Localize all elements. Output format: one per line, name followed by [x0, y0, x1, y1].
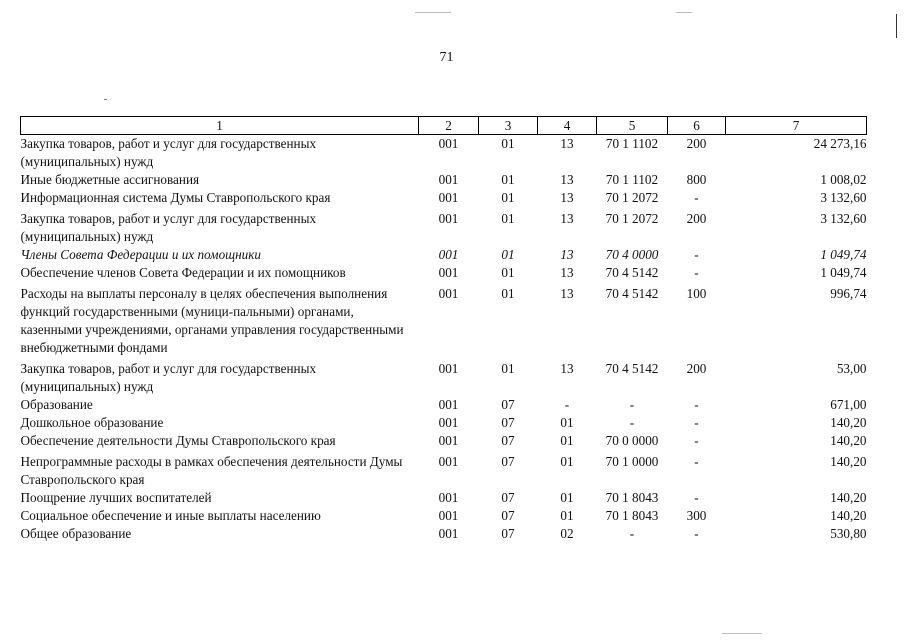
row-col4-cell: 02 — [560, 526, 574, 541]
row-name-cell: Закупка товаров, работ и услуг для государственных (муниципальных) нужд — [20, 136, 317, 169]
row-col6-cell: 200 — [686, 136, 707, 151]
row-col4-cell: 01 — [560, 433, 574, 448]
row-name-cell: Расходы на выплаты персоналу в целях обеспечения выполнения функций государственными (муници-пальными) органами, казенными учреждениями, органами управления государственными внебюджетными фондами — [20, 286, 404, 355]
column-header: 2 — [419, 117, 479, 135]
row-col2-cell: 001 — [438, 211, 459, 226]
row-col5-cell: 70 4 5142 — [605, 361, 659, 376]
row-col5-cell: 70 4 0000 — [605, 247, 659, 262]
row-col4-cell: 13 — [560, 265, 574, 280]
row-col4-cell: 01 — [560, 454, 574, 469]
row-col3-cell: 01 — [501, 172, 515, 187]
row-col5-cell: 70 1 2072 — [605, 190, 659, 205]
row-col2-cell: 001 — [438, 190, 459, 205]
row-col3-cell: 07 — [501, 454, 515, 469]
column-header: 1 — [21, 117, 419, 135]
row-col3-cell: 01 — [501, 361, 515, 376]
table-row — [21, 357, 867, 396]
row-amount-cell: 1 008,02 — [820, 172, 867, 187]
row-name-cell: Закупка товаров, работ и услуг для государственных (муниципальных) нужд — [20, 361, 317, 394]
row-amount-cell: 53,00 — [836, 361, 867, 376]
row-col3-cell: 07 — [501, 508, 515, 523]
row-amount-cell: 1 049,74 — [820, 247, 867, 262]
row-col4-cell: 13 — [560, 286, 574, 301]
row-name-cell: Иные бюджетные ассигнования — [20, 172, 200, 187]
table-row — [21, 507, 867, 525]
row-col2-cell: 001 — [438, 508, 459, 523]
row-col2-cell: 001 — [438, 490, 459, 505]
row-name-cell: Обеспечение членов Совета Федерации и их помощников — [20, 265, 346, 280]
row-amount-cell: 140,20 — [830, 433, 867, 448]
row-col4-cell: 01 — [560, 415, 574, 430]
row-col2-cell: 001 — [438, 361, 459, 376]
row-col3-cell: 01 — [501, 211, 515, 226]
row-col6-cell: 200 — [686, 211, 707, 226]
row-col5-cell: 70 1 1102 — [605, 136, 659, 151]
row-col6-cell: 800 — [686, 172, 707, 187]
row-col6-cell: - — [694, 397, 699, 412]
table-row — [21, 432, 867, 450]
row-col6-cell: - — [694, 526, 699, 541]
scan-artifact — [676, 12, 692, 13]
row-col6-cell: - — [694, 490, 699, 505]
table-row — [21, 396, 867, 414]
column-header: 3 — [479, 117, 538, 135]
row-col2-cell: 001 — [438, 172, 459, 187]
row-col6-cell: - — [694, 415, 699, 430]
row-col5-cell: 70 1 8043 — [605, 508, 659, 523]
column-header: 7 — [726, 117, 867, 135]
row-col3-cell: 01 — [501, 286, 515, 301]
row-amount-cell: 671,00 — [830, 397, 867, 412]
table-row — [21, 450, 867, 489]
table-row — [21, 171, 867, 189]
row-col6-cell: - — [694, 265, 699, 280]
row-col3-cell: 01 — [501, 190, 515, 205]
row-col2-cell: 001 — [438, 454, 459, 469]
row-col3-cell: 07 — [501, 397, 515, 412]
column-header: 4 — [538, 117, 597, 135]
row-name-cell: Информационная система Думы Ставропольского края — [20, 190, 331, 205]
row-col4-cell: 01 — [560, 490, 574, 505]
row-amount-cell: 140,20 — [830, 490, 867, 505]
budget-table — [20, 116, 867, 543]
table-row — [21, 264, 867, 282]
row-amount-cell: 140,20 — [830, 454, 867, 469]
row-col4-cell: 13 — [560, 190, 574, 205]
table-row — [21, 189, 867, 207]
row-col2-cell: 001 — [438, 265, 459, 280]
table-row — [21, 135, 867, 172]
row-col5-cell: 70 4 5142 — [605, 286, 659, 301]
row-col2-cell: 001 — [438, 286, 459, 301]
row-col5-cell: 70 4 5142 — [605, 265, 659, 280]
row-col3-cell: 07 — [501, 433, 515, 448]
row-col5-cell: 70 1 1102 — [605, 172, 659, 187]
row-col2-cell: 001 — [438, 247, 459, 262]
row-col4-cell: 13 — [560, 211, 574, 226]
row-col6-cell: 300 — [686, 508, 707, 523]
row-name-cell: Непрограммные расходы в рамках обеспечения деятельности Думы Ставропольского края — [20, 454, 403, 487]
row-col3-cell: 01 — [501, 265, 515, 280]
table-row — [21, 525, 867, 543]
row-name-cell: Закупка товаров, работ и услуг для государственных (муниципальных) нужд — [20, 211, 317, 244]
row-col6-cell: 200 — [686, 361, 707, 376]
table-row — [21, 282, 867, 357]
scan-artifact — [104, 99, 107, 100]
row-col5-cell: 70 1 0000 — [605, 454, 659, 469]
row-col4-cell: 13 — [560, 361, 574, 376]
scan-artifact — [722, 633, 762, 634]
row-name-cell: Социальное обеспечение и иные выплаты населению — [20, 508, 321, 523]
row-amount-cell: 1 049,74 — [820, 265, 867, 280]
row-col5-cell: - — [629, 397, 635, 412]
row-col4-cell: 01 — [560, 508, 574, 523]
scan-artifact — [415, 12, 451, 13]
row-col6-cell: - — [694, 247, 699, 262]
row-col6-cell: 100 — [686, 286, 707, 301]
row-amount-cell: 140,20 — [830, 508, 867, 523]
row-name-cell: Обеспечение деятельности Думы Ставропольского края — [20, 433, 336, 448]
row-name-cell: Образование — [20, 397, 93, 412]
table-row — [21, 414, 867, 432]
row-col6-cell: - — [694, 190, 699, 205]
column-header: 6 — [668, 117, 726, 135]
row-col3-cell: 01 — [501, 136, 515, 151]
scan-edge-mark — [896, 14, 897, 38]
row-name-cell: Поощрение лучших воспитателей — [20, 490, 212, 505]
row-col4-cell: 13 — [560, 136, 574, 151]
row-amount-cell: 996,74 — [830, 286, 867, 301]
table-row — [21, 246, 867, 264]
table-header-row — [21, 117, 867, 135]
row-amount-cell: 3 132,60 — [820, 211, 867, 226]
row-col5-cell: - — [629, 526, 635, 541]
page-number: 71 — [439, 50, 454, 65]
row-amount-cell: 530,80 — [830, 526, 867, 541]
row-col2-cell: 001 — [438, 526, 459, 541]
row-amount-cell: 24 273,16 — [813, 136, 867, 151]
row-col4-cell: 13 — [560, 172, 574, 187]
row-col4-cell: 13 — [560, 247, 574, 262]
table-row — [21, 207, 867, 246]
row-col3-cell: 07 — [501, 415, 515, 430]
row-name-cell: Члены Совета Федерации и их помощники — [20, 247, 262, 262]
row-col6-cell: - — [694, 454, 699, 469]
row-name-cell: Дошкольное образование — [20, 415, 164, 430]
column-header: 5 — [597, 117, 668, 135]
row-col2-cell: 001 — [438, 397, 459, 412]
table-row — [21, 489, 867, 507]
row-amount-cell: 3 132,60 — [820, 190, 867, 205]
row-amount-cell: 140,20 — [830, 415, 867, 430]
row-col2-cell: 001 — [438, 415, 459, 430]
row-name-cell: Общее образование — [20, 526, 132, 541]
row-col3-cell: 07 — [501, 526, 515, 541]
row-col4-cell: - — [564, 397, 570, 412]
row-col2-cell: 001 — [438, 136, 459, 151]
row-col5-cell: - — [629, 415, 635, 430]
row-col5-cell: 70 1 2072 — [605, 211, 659, 226]
row-col2-cell: 001 — [438, 433, 459, 448]
row-col5-cell: 70 0 0000 — [605, 433, 659, 448]
row-col5-cell: 70 1 8043 — [605, 490, 659, 505]
row-col3-cell: 07 — [501, 490, 515, 505]
row-col3-cell: 01 — [501, 247, 515, 262]
row-col6-cell: - — [694, 433, 699, 448]
